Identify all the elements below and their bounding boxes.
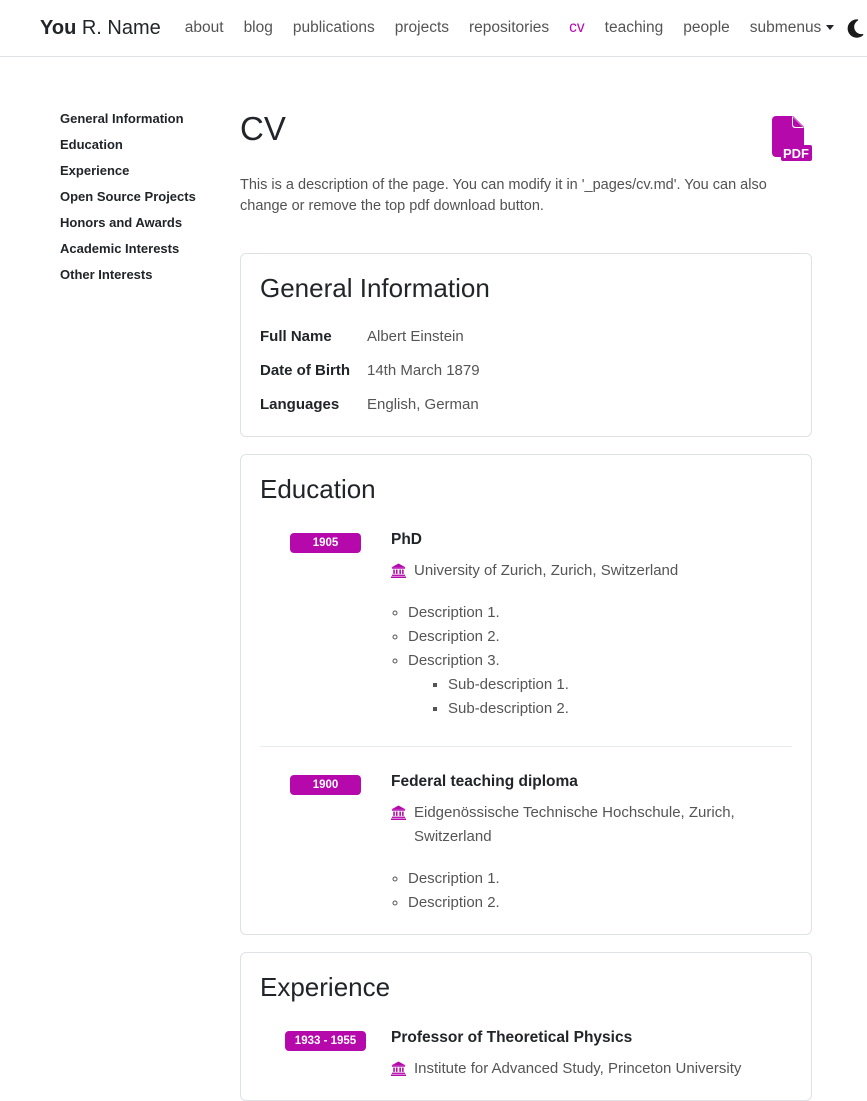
sidebar-item-other-interests[interactable]: Other Interests: [60, 267, 153, 282]
year-badge: 1905: [290, 533, 361, 553]
nav-item-submenus[interactable]: submenus: [740, 19, 845, 37]
info-label: Languages: [260, 396, 340, 414]
nav-item-cv[interactable]: cv: [569, 19, 585, 36]
sidebar-item-academic-interests[interactable]: Academic Interests: [60, 241, 180, 256]
page-description: This is a description of the page. You can modify it in '_pages/cv.md'. You can also change or remove the top pdf download button.: [240, 177, 767, 215]
sidebar-item-education[interactable]: Education: [60, 137, 123, 152]
university-icon: [391, 563, 406, 583]
entry-body: [391, 1029, 792, 1081]
university-icon: [391, 805, 406, 849]
chevron-down-icon: [826, 25, 834, 30]
info-value: Albert Einstein: [367, 328, 464, 346]
entry-time-column: [260, 531, 391, 721]
description-item: ◦ Description 1.: [408, 601, 792, 625]
sidebar-item-honors-and-awards[interactable]: Honors and Awards: [60, 215, 183, 230]
entry-title: PhD: [391, 531, 422, 549]
entry-divider: [260, 746, 792, 747]
university-icon: [391, 1061, 406, 1081]
entry-institution: [391, 801, 792, 849]
section-heading: Experience: [260, 972, 391, 1003]
main-content: [240, 112, 812, 1101]
info-value: English, German: [367, 396, 479, 414]
entry-title: Federal teaching diploma: [391, 773, 578, 791]
page-header: [240, 112, 812, 163]
section-education: [240, 454, 812, 935]
section-heading: General Information: [260, 273, 490, 304]
brand-last-name: R. Name: [81, 16, 161, 39]
info-value: 14th March 1879: [367, 362, 480, 380]
timeline-entry: [260, 773, 792, 915]
sub-description-item: ▪ Sub-description 2.: [448, 697, 792, 721]
nav-item-blog[interactable]: blog: [243, 19, 273, 36]
sidebar-item-experience[interactable]: Experience: [60, 163, 130, 178]
nav-item-about[interactable]: about: [184, 19, 224, 36]
main-nav: [175, 16, 867, 41]
institution-text: Eidgenössische Technische Hochschule, Zurich, Switzerland: [414, 804, 735, 846]
section-experience: [240, 952, 812, 1101]
page-title: CV: [240, 110, 286, 147]
nav-item-repositories[interactable]: repositories: [469, 19, 550, 36]
table-row: [260, 328, 792, 345]
sub-description-list: [408, 673, 792, 721]
entry-institution: [391, 1057, 792, 1081]
info-label: Date of Birth: [260, 362, 350, 380]
moon-icon: [846, 27, 865, 42]
nav-item-people[interactable]: people: [683, 19, 730, 36]
svg-text:PDF: PDF: [783, 146, 809, 161]
info-label: Full Name: [260, 328, 332, 346]
description-list: [391, 601, 792, 721]
sidebar-item-general-information[interactable]: General Information: [60, 111, 184, 126]
timeline-entry: [260, 1029, 792, 1081]
entry-time-column: [260, 1029, 391, 1081]
description-item: ◦ Description 1.: [408, 867, 792, 891]
table-row: [260, 396, 792, 413]
timeline-entry: [260, 531, 792, 721]
site-brand[interactable]: [40, 17, 161, 40]
institution-text: Institute for Advanced Study, Princeton University: [414, 1060, 742, 1078]
section-general-information: [240, 253, 812, 437]
top-navbar: [0, 0, 867, 57]
cv-section-sidebar: [0, 112, 240, 1101]
section-heading: Education: [260, 474, 376, 505]
entry-body: [391, 531, 792, 721]
description-item: ◦ Description 3. ▪ Sub-description 1. ▪ Sub-description 2.: [408, 649, 792, 721]
entry-title: Professor of Theoretical Physics: [391, 1029, 633, 1047]
description-list: [391, 867, 792, 915]
description-item: ◦ Description 2.: [408, 625, 792, 649]
nav-item-teaching[interactable]: teaching: [604, 19, 664, 36]
nav-item-projects[interactable]: projects: [394, 19, 450, 36]
year-badge: 1900: [290, 775, 361, 795]
page-layout: [0, 57, 867, 1101]
download-pdf-button[interactable]: [766, 116, 812, 163]
description-item: ◦ Description 2.: [408, 891, 792, 915]
table-row: [260, 362, 792, 379]
brand-first-name: You: [40, 16, 77, 39]
dark-mode-toggle[interactable]: [844, 16, 867, 41]
sub-description-item: ▪ Sub-description 1.: [448, 673, 792, 697]
general-info-table: [260, 328, 792, 413]
institution-text: University of Zurich, Zurich, Switzerland: [414, 562, 679, 580]
entry-institution: [391, 559, 792, 583]
entry-time-column: [260, 773, 391, 915]
sidebar-item-open-source-projects[interactable]: Open Source Projects: [60, 189, 196, 204]
entry-body: [391, 773, 792, 915]
file-pdf-icon: [766, 146, 812, 167]
nav-item-publications[interactable]: publications: [292, 19, 375, 36]
year-badge: 1933 - 1955: [285, 1031, 366, 1051]
